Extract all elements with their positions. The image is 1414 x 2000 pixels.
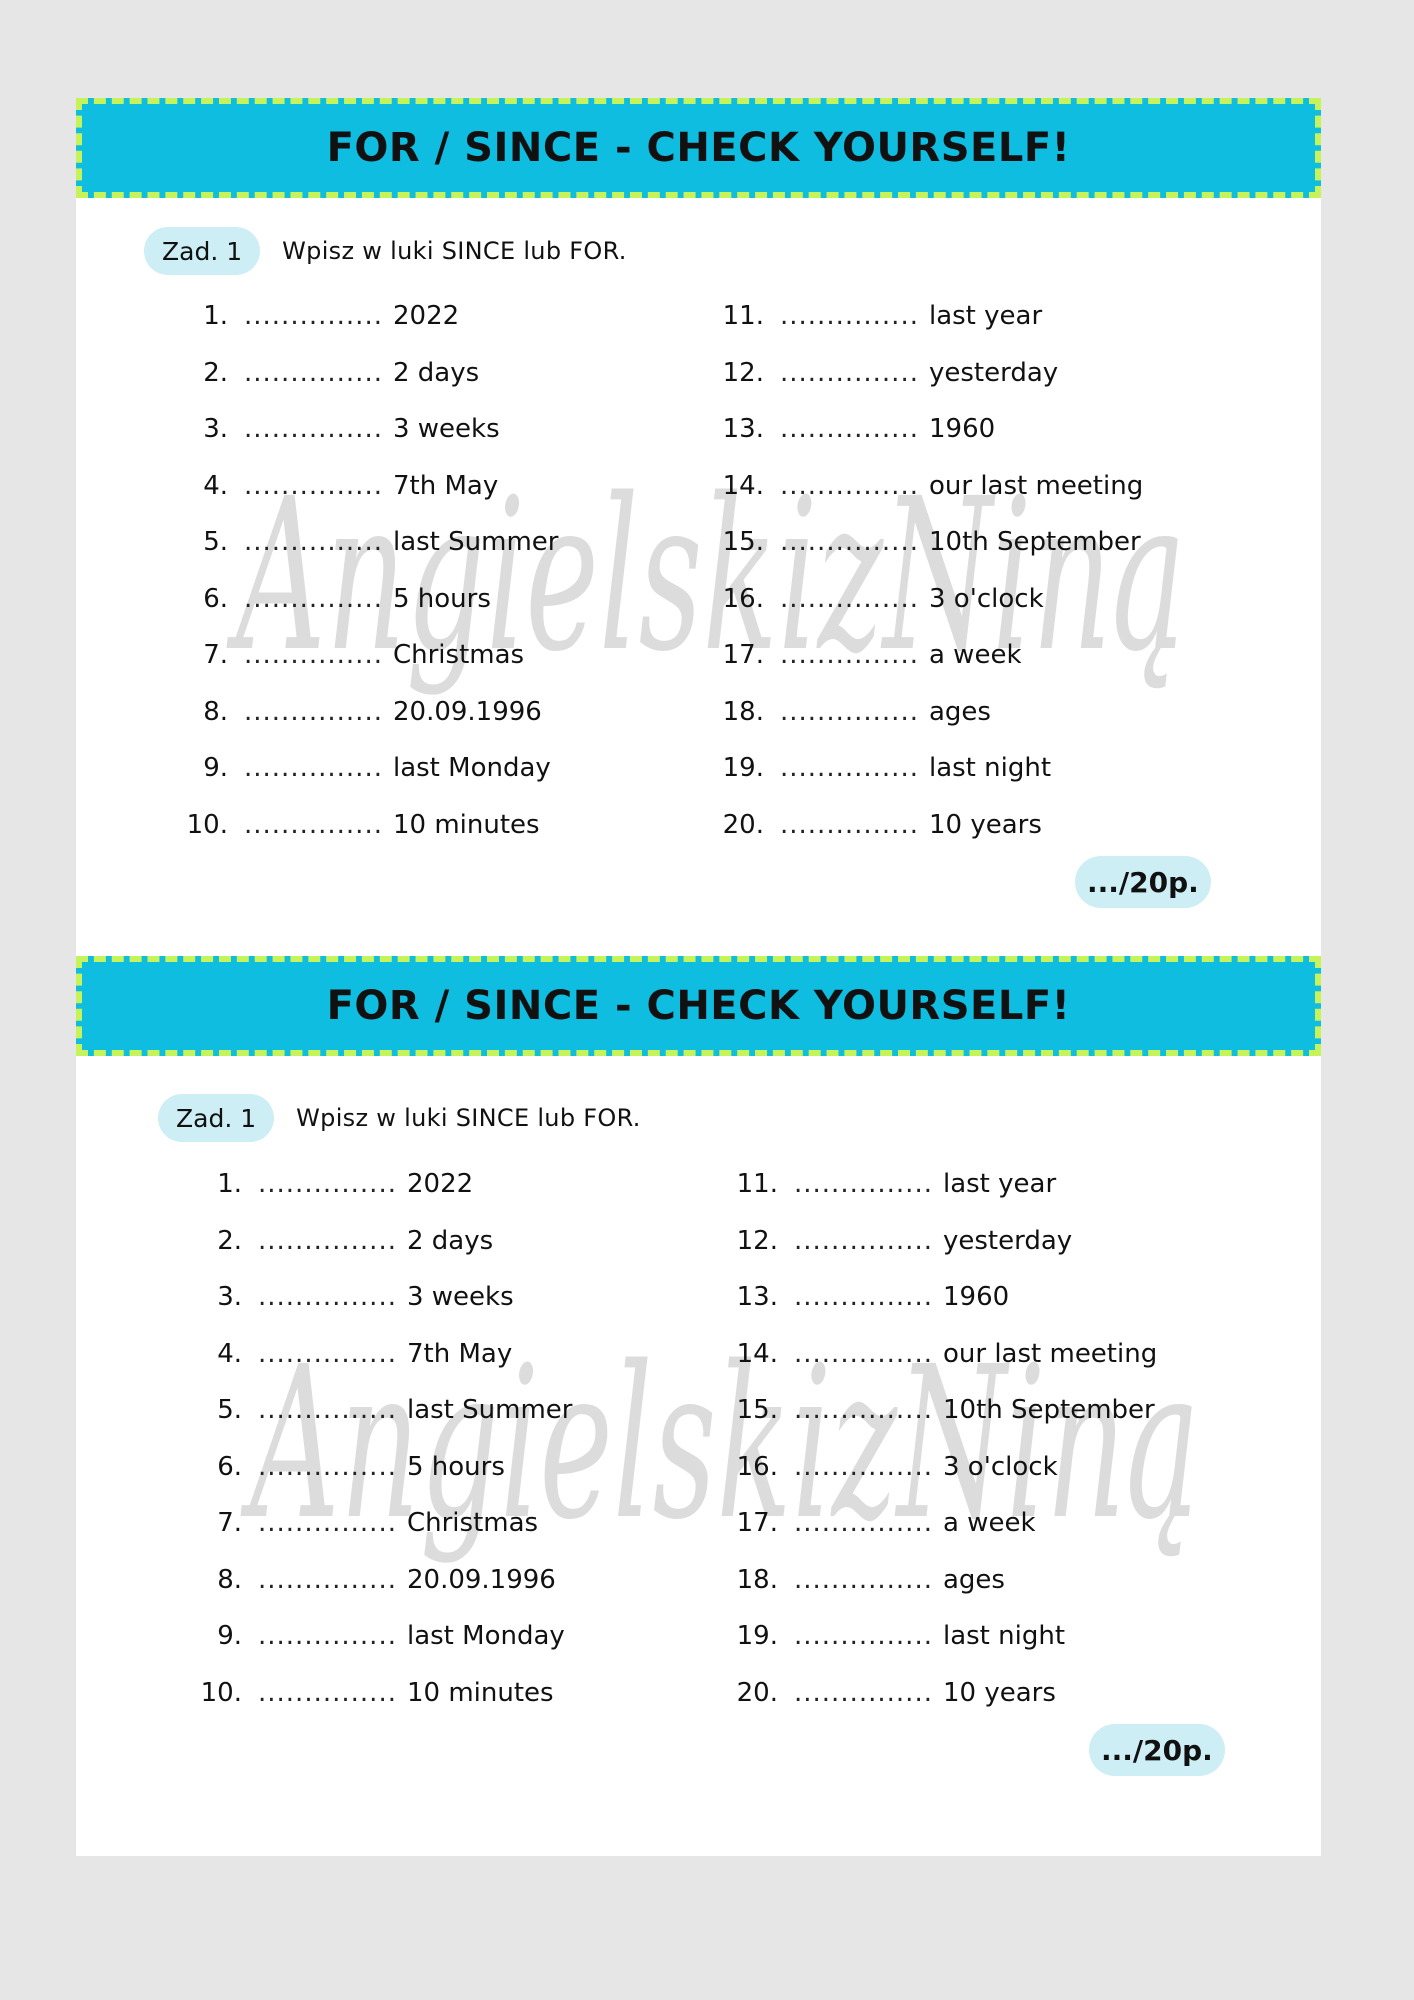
item-number: 5. [203,527,228,557]
exercise-item [730,1277,1009,1317]
exercise-item [194,1503,538,1543]
answer-blank: ............... [258,1678,397,1708]
item-number: 7. [217,1508,242,1538]
item-text: our last meeting [928,471,1144,501]
exercise-item [730,1334,1157,1374]
item-text: ages [928,697,991,727]
item-text: Christmas [392,640,525,670]
item-number: 15. [736,1395,778,1425]
item-text: 5 hours [406,1452,505,1482]
item-number: 8. [203,697,228,727]
exercise-item [180,353,479,393]
page-title: FOR / SINCE - CHECK YOURSELF! [326,125,1071,171]
answer-blank: ............... [780,584,919,614]
title-banner [76,98,1321,198]
exercise-item [730,1221,1072,1261]
item-number: 18. [736,1565,778,1595]
answer-blank: ............... [244,358,383,388]
item-number: 9. [203,753,228,783]
item-number: 9. [217,1621,242,1651]
exercise-item [716,409,995,449]
answer-blank: ............... [780,810,919,840]
answer-blank: ............... [780,697,919,727]
item-number: 13. [736,1282,778,1312]
item-text: last night [928,753,1052,783]
exercise-item [730,1616,1065,1656]
task-header [144,226,627,276]
answer-blank: ............... [244,584,383,614]
item-number: 2. [203,358,228,388]
item-number: 19. [736,1621,778,1651]
item-text: 5 hours [392,584,491,614]
item-text: 10th September [942,1395,1155,1425]
answer-blank: ............... [244,810,383,840]
item-text: 2 days [406,1226,494,1256]
item-number: 17. [736,1508,778,1538]
item-text: 20.09.1996 [392,697,542,727]
item-text: 1960 [928,414,996,444]
title-banner [76,956,1321,1056]
worksheet-page [76,98,1321,1856]
exercise-item [716,466,1143,506]
exercise-item [716,353,1058,393]
exercise-item [716,522,1141,562]
watermark-text: AngielskizNiną [240,1321,1201,1566]
answer-blank: ............... [244,301,383,331]
task-label: Zad. 1 [144,227,260,275]
item-number: 12. [736,1226,778,1256]
exercise-item [194,1616,565,1656]
item-text: 2 days [392,358,480,388]
item-text: 3 o'clock [928,584,1044,614]
task-header [158,1093,641,1143]
exercise-item [730,1164,1056,1204]
answer-blank: ............... [794,1282,933,1312]
answer-blank: ............... [244,471,383,501]
exercise-item [194,1164,473,1204]
item-text: yesterday [942,1226,1073,1256]
item-text: last Monday [406,1621,565,1651]
exercise-item [730,1503,1036,1543]
answer-blank: ............... [258,1452,397,1482]
answer-blank: ............... [258,1282,397,1312]
answer-blank: ............... [258,1169,397,1199]
answer-blank: ............... [258,1565,397,1595]
answer-blank: ............... [794,1339,933,1369]
item-text: ages [942,1565,1005,1595]
answer-blank: ............... [794,1226,933,1256]
item-text: 3 weeks [406,1282,514,1312]
item-text: a week [942,1508,1036,1538]
answer-blank: ............... [780,471,919,501]
item-number: 10. [186,810,228,840]
item-number: 16. [722,584,764,614]
exercise-item [716,635,1022,675]
answer-blank: ............... [794,1452,933,1482]
item-number: 19. [722,753,764,783]
item-number: 20. [722,810,764,840]
task-instruction: Wpisz w luki SINCE lub FOR. [296,1104,641,1132]
item-text: last Summer [406,1395,573,1425]
score-badge: .../20p. [1089,1724,1225,1776]
worksheet-section-1 [76,98,1321,918]
exercise-item [716,692,991,732]
answer-blank: ............... [258,1508,397,1538]
answer-blank: ............... [244,753,383,783]
answer-blank: ............... [244,527,383,557]
exercise-item [180,409,500,449]
item-number: 2. [217,1226,242,1256]
item-text: our last meeting [942,1339,1158,1369]
item-number: 4. [203,471,228,501]
exercise-item [730,1447,1058,1487]
item-number: 3. [203,414,228,444]
answer-blank: ............... [794,1621,933,1651]
exercise-item [180,748,551,788]
answer-blank: ............... [794,1395,933,1425]
item-number: 6. [203,584,228,614]
task-instruction: Wpisz w luki SINCE lub FOR. [282,237,627,265]
worksheet-section-2 [76,956,1321,1776]
page-title: FOR / SINCE - CHECK YOURSELF! [326,983,1071,1029]
exercise-item [180,522,558,562]
answer-blank: ............... [780,527,919,557]
answer-blank: ............... [780,753,919,783]
answer-blank: ............... [258,1621,397,1651]
item-text: 3 o'clock [942,1452,1058,1482]
item-number: 20. [736,1678,778,1708]
item-number: 4. [217,1339,242,1369]
item-text: a week [928,640,1022,670]
exercise-item [730,1673,1056,1713]
answer-blank: ............... [780,301,919,331]
item-number: 16. [736,1452,778,1482]
answer-blank: ............... [794,1678,933,1708]
answer-blank: ............... [780,640,919,670]
task-label: Zad. 1 [158,1094,274,1142]
item-text: 10 minutes [406,1678,554,1708]
answer-blank: ............... [794,1508,933,1538]
exercise-item [180,296,459,336]
answer-blank: ............... [244,697,383,727]
exercise-item [180,805,540,845]
answer-blank: ............... [258,1339,397,1369]
item-number: 6. [217,1452,242,1482]
item-number: 10. [200,1678,242,1708]
exercise-item [180,692,542,732]
exercise-item [730,1390,1155,1430]
exercise-item [180,466,498,506]
exercise-item [716,296,1042,336]
item-text: 20.09.1996 [406,1565,556,1595]
item-number: 14. [736,1339,778,1369]
exercise-item [180,635,524,675]
item-text: last night [942,1621,1066,1651]
exercise-item [194,1221,493,1261]
item-number: 1. [203,301,228,331]
item-text: last year [928,301,1043,331]
item-number: 17. [722,640,764,670]
item-number: 8. [217,1565,242,1595]
item-text: last Monday [392,753,551,783]
item-text: last year [942,1169,1057,1199]
item-number: 1. [217,1169,242,1199]
item-text: 2022 [392,301,460,331]
item-number: 7. [203,640,228,670]
exercise-item [194,1277,514,1317]
item-number: 13. [722,414,764,444]
exercise-item [194,1560,556,1600]
answer-blank: ............... [244,414,383,444]
answer-blank: ............... [244,640,383,670]
item-text: 10 minutes [392,810,540,840]
item-text: 1960 [942,1282,1010,1312]
item-text: 7th May [406,1339,513,1369]
exercise-item [194,1447,505,1487]
item-number: 15. [722,527,764,557]
item-number: 18. [722,697,764,727]
answer-blank: ............... [258,1226,397,1256]
item-text: Christmas [406,1508,539,1538]
answer-blank: ............... [258,1395,397,1425]
item-text: 10 years [942,1678,1056,1708]
answer-blank: ............... [780,358,919,388]
item-text: yesterday [928,358,1059,388]
answer-blank: ............... [794,1169,933,1199]
item-number: 11. [722,301,764,331]
exercise-item [716,748,1051,788]
item-text: 10 years [928,810,1042,840]
item-text: 2022 [406,1169,474,1199]
answer-blank: ............... [780,414,919,444]
exercise-item [194,1334,512,1374]
exercise-item [194,1390,572,1430]
item-number: 5. [217,1395,242,1425]
exercise-item [730,1560,1005,1600]
item-text: 7th May [392,471,499,501]
exercise-item [180,579,491,619]
exercise-item [716,579,1044,619]
item-number: 3. [217,1282,242,1312]
item-number: 12. [722,358,764,388]
item-number: 11. [736,1169,778,1199]
item-text: last Summer [392,527,559,557]
item-text: 10th September [928,527,1141,557]
exercise-item [716,805,1042,845]
item-number: 14. [722,471,764,501]
exercise-item [194,1673,554,1713]
item-text: 3 weeks [392,414,500,444]
score-badge: .../20p. [1075,856,1211,908]
watermark-text: AngielskizNiną [226,453,1187,698]
answer-blank: ............... [794,1565,933,1595]
